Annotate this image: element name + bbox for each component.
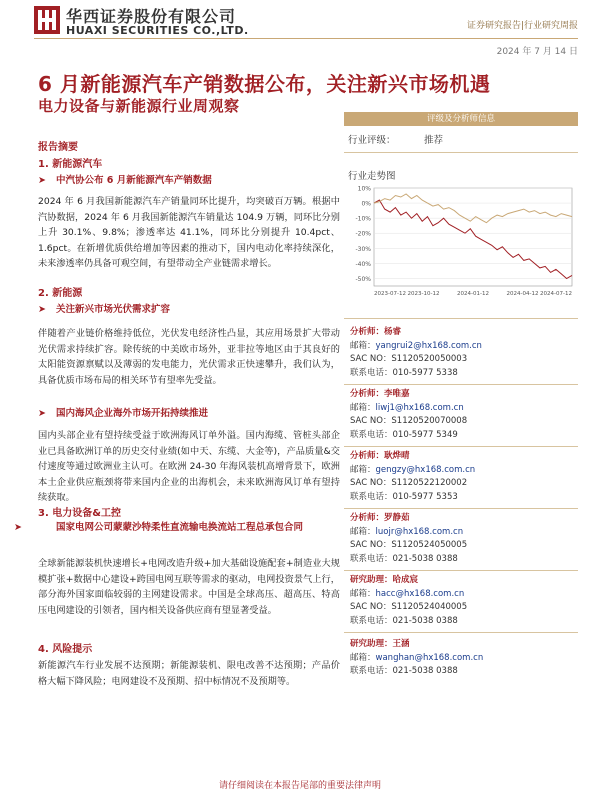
y-tick-label: 10% bbox=[357, 185, 371, 193]
rating-label: 行业评级： bbox=[348, 135, 396, 146]
chart-frame bbox=[374, 188, 572, 286]
analyst-sac: SAC NO：S1120520070008 bbox=[350, 416, 468, 426]
trend-chart-label: 行业走势图 bbox=[348, 171, 396, 182]
paragraph: 2024 年 6 月我国新能源汽车产销量同环比提升，均突破百万辆。根据中汽协数据，2024 年 6 月我国新能源汽车销量达 104.9 万辆，同环比分别上升 30.1%、9.8%；渗透率达 41.1%，同环比分别提升 10.4pct、1.6pct。在新增优质供给增加等因素的推动下，国内电动化率持续深化，未来渗透率仍具备可观空间，有望带动全产业链需求增长。 bbox=[38, 196, 340, 269]
report-subtitle: 电力设备与新能源行业周观察 bbox=[38, 97, 240, 115]
rating-value: 推荐 bbox=[424, 135, 444, 146]
analyst-phone: 联系电话：021-5038 0388 bbox=[350, 615, 458, 626]
analyst-role: 研究助理： bbox=[350, 639, 393, 649]
x-tick-label: 2023-10-12 bbox=[407, 291, 440, 297]
email-label: 邮箱： bbox=[350, 340, 376, 351]
analyst-role: 研究助理： bbox=[350, 575, 393, 585]
bullet-title: ➤ 中汽协公布 6 月新能源汽车产销数据 bbox=[38, 175, 212, 186]
analyst-email[interactable]: wanghan@hx168.com.cn bbox=[375, 652, 484, 663]
analyst-sac: SAC NO：S1120522120002 bbox=[350, 478, 468, 488]
x-tick-label: 2024-07-12 bbox=[540, 291, 572, 297]
analyst-name: 哈成宸 bbox=[392, 575, 419, 585]
panel-divider bbox=[344, 508, 578, 509]
analyst-name: 耿烨晴 bbox=[384, 451, 410, 461]
triangle-bullet-icon: ➤ bbox=[38, 408, 46, 419]
panel-divider bbox=[344, 632, 578, 633]
panel-divider bbox=[344, 384, 578, 385]
report-type-tag: 证券研究报告|行业研究周报 bbox=[466, 21, 578, 31]
panel-divider bbox=[344, 446, 578, 447]
section-heading: 1. 新能源汽车 bbox=[38, 159, 103, 170]
paragraph: 全球新能源装机快速增长+电网改造升级+加大基础设施配套+制造业大规模扩张+数据中心建设+跨国电网互联等需求的驱动，电网投资景气上行，部分海外国家面临较弱的主网建设需求。中国是全球高压、超高压、特高压电网建设的引领者，国内相关设备供应商有望显著受益。 bbox=[38, 558, 340, 616]
panel-divider bbox=[344, 318, 578, 319]
bullet-title: ➤ 关注新兴市场光伏需求扩容 bbox=[38, 304, 171, 315]
analyst-email[interactable]: gengzy@hx168.com.cn bbox=[375, 464, 476, 475]
industry-trend-chart bbox=[346, 182, 578, 304]
analyst-block bbox=[350, 638, 578, 679]
analyst-block bbox=[350, 450, 578, 504]
triangle-bullet-icon: ➤ bbox=[38, 304, 46, 315]
analyst-role: 分析师： bbox=[350, 389, 385, 399]
section-heading: 2. 新能源 bbox=[38, 288, 83, 299]
analyst-role: 分析师： bbox=[350, 451, 385, 461]
email-label: 邮箱： bbox=[350, 588, 376, 599]
analyst-name: 李唯嘉 bbox=[384, 389, 410, 399]
company-name-cn: 华西证券股份有限公司 bbox=[66, 7, 237, 26]
analyst-sac: SAC NO：S1120524040005 bbox=[350, 602, 468, 612]
huaxi-logo-icon bbox=[34, 6, 60, 34]
y-tick-label: -10% bbox=[355, 215, 371, 223]
analyst-block bbox=[350, 512, 578, 566]
analyst-email[interactable]: luojr@hx168.com.cn bbox=[375, 526, 464, 537]
analyst-name: 王涵 bbox=[392, 639, 410, 649]
triangle-bullet-icon: ➤ bbox=[14, 522, 22, 533]
y-tick-label: -40% bbox=[355, 260, 371, 268]
analyst-name: 杨睿 bbox=[384, 327, 402, 337]
email-label: 邮箱： bbox=[350, 464, 376, 475]
triangle-bullet-icon: ➤ bbox=[38, 175, 46, 186]
company-logo bbox=[34, 4, 264, 38]
legal-notice-footer: 请仔细阅读在本报告尾部的重要法律声明 bbox=[218, 781, 381, 791]
paragraph: 国内头部企业有望持续受益于欧洲海风订单外溢。国内海缆、管桩头部企业已具备欧洲订单的历史交付业绩(如中天、东缆、大金等)，产品质量&交付速度等通过欧洲业主认可。在欧洲 24-30 年海风装机高增背景下，欧洲本土企业供应瓶颈将带来国内企业的出海机会，未来欧洲海风订单有望持续获取。 bbox=[38, 430, 340, 503]
analyst-block bbox=[350, 574, 578, 628]
y-tick-label: -50% bbox=[355, 275, 371, 283]
analyst-email[interactable]: liwj1@hx168.com.cn bbox=[375, 402, 464, 413]
analyst-phone: 联系电话：021-5038 0388 bbox=[350, 553, 458, 564]
paragraph: 新能源汽车行业发展不达预期；新能源装机、限电改善不达预期；产品价格大幅下降风险；电网建设不及预期、招中标情况不及预期等。 bbox=[38, 660, 340, 687]
email-label: 邮箱： bbox=[350, 526, 376, 537]
series-line-0 bbox=[374, 200, 572, 278]
analyst-phone: 联系电话：010-5977 5353 bbox=[350, 491, 458, 502]
analyst-role: 分析师： bbox=[350, 327, 385, 337]
panel-divider bbox=[344, 570, 578, 571]
analyst-sac: SAC NO：S1120520050003 bbox=[350, 354, 468, 364]
x-tick-label: 2024-04-12 bbox=[506, 291, 539, 297]
analyst-block bbox=[350, 326, 578, 380]
analyst-email[interactable]: yangrui2@hx168.com.cn bbox=[375, 340, 482, 351]
rating-panel-heading: 评级及分析师信息 bbox=[344, 112, 578, 126]
paragraph: 伴随着产业链价格维持低位，光伏发电经济性凸显，其应用场景扩大带动光伏需求持续扩容。除传统的中美欧市场外，亚非拉等地区由于其良好的太阳能资源禀赋以及薄弱的发电能力，光伏需求正快速攀升，我们认为，具备优质市场布局的相关环节有望率先受益。 bbox=[38, 328, 340, 386]
report-title: 6 月新能源汽车产销数据公布，关注新兴市场机遇 bbox=[38, 72, 491, 96]
x-tick-label: 2023-07-12 bbox=[374, 291, 406, 297]
analyst-email[interactable]: hacc@hx168.com.cn bbox=[375, 588, 465, 599]
y-tick-label: -20% bbox=[355, 230, 371, 238]
email-label: 邮箱： bbox=[350, 652, 376, 663]
email-label: 邮箱： bbox=[350, 402, 376, 413]
analyst-role: 分析师： bbox=[350, 513, 385, 523]
bullet-title: ➤ 国家电网公司蒙蒙沙特柔性直流输电换流站工程总承包合同 bbox=[14, 522, 304, 533]
analyst-phone: 联系电话：010-5977 5338 bbox=[350, 367, 458, 378]
company-name-en: HUAXI SECURITIES CO.,LTD. bbox=[66, 24, 249, 37]
analyst-name: 罗静茹 bbox=[384, 513, 410, 523]
analyst-sac: SAC NO：S1120524050005 bbox=[350, 540, 468, 550]
bullet-title: ➤ 国内海风企业海外市场开拓持续推进 bbox=[38, 408, 209, 419]
section-heading: 4. 风险提示 bbox=[38, 644, 93, 655]
analyst-phone: 联系电话：010-5977 5349 bbox=[350, 429, 458, 440]
report-date: 2024 年 7 月 14 日 bbox=[496, 47, 578, 57]
header-divider bbox=[34, 38, 578, 39]
x-tick-label: 2024-01-12 bbox=[457, 291, 489, 297]
y-tick-label: -30% bbox=[355, 245, 371, 253]
analyst-block bbox=[350, 388, 578, 442]
summary-heading: 报告摘要 bbox=[38, 142, 78, 153]
section-heading: 3. 电力设备&工控 bbox=[38, 508, 121, 519]
y-tick-label: 0% bbox=[361, 200, 371, 208]
panel-divider bbox=[344, 152, 578, 153]
analyst-phone: 联系电话：021-5038 0388 bbox=[350, 666, 458, 676]
